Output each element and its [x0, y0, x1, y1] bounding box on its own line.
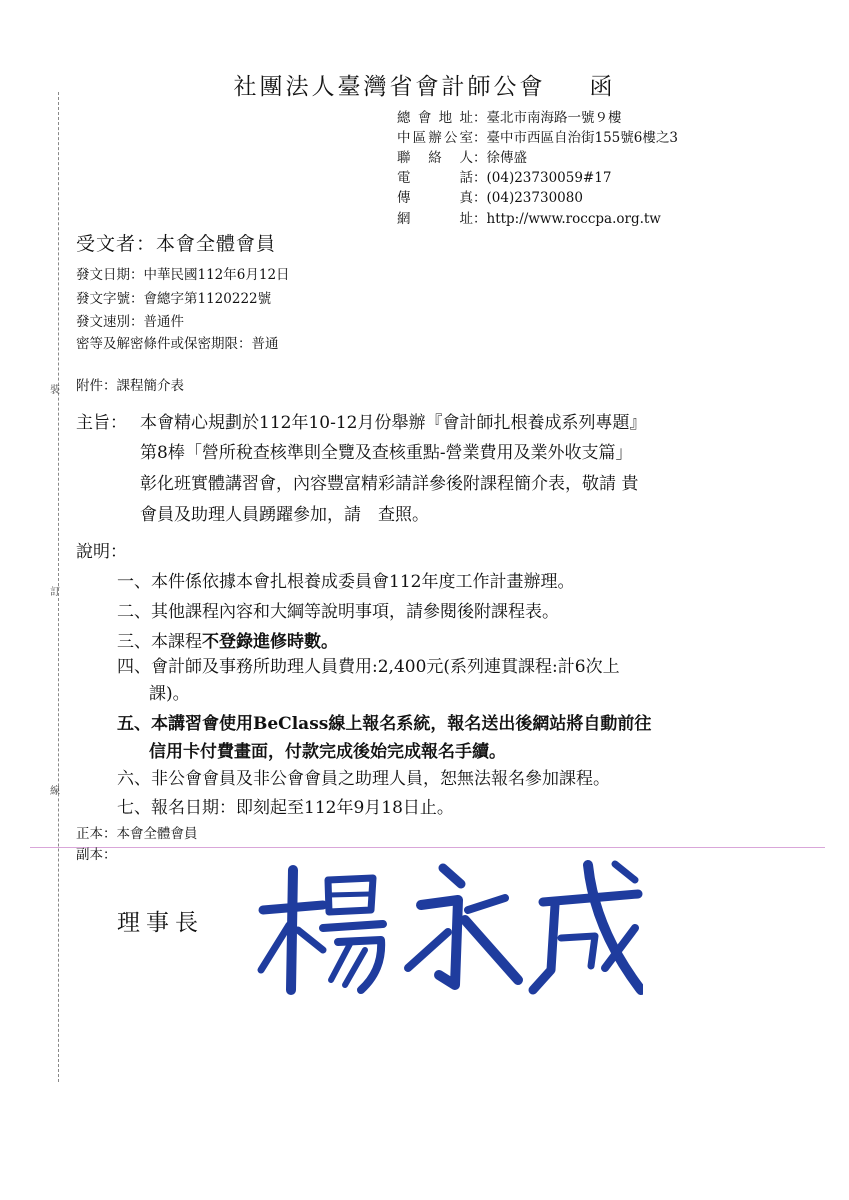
explanation-item-bold: 五、本講習會使用BeClass線上報名系統，報名送出後網站將自動前往 [117, 714, 652, 734]
divider-line [30, 847, 825, 848]
explanation-item: 二、其他課程內容和大綱等說明事項，請參閱後附課程表。 [117, 602, 559, 622]
subject-line: 會員及助理人員踴躍參加，請 查照。 [140, 505, 429, 525]
doc-type: 函 [589, 74, 616, 100]
explanation-item: 三、本課程不登錄進修時數。 [117, 632, 338, 652]
recipient: 受文者：本會全體會員 [76, 233, 277, 255]
explanation-item: 四、會計師及事務所助理人員費用:2,400元(系列連貫課程:計6次上 [117, 657, 620, 677]
subject-line: 第8棒「營所稅查核準則全覽及查核重點-營業費用及業外收支篇」 [140, 443, 633, 463]
copy-recipients: 副本： [76, 847, 117, 863]
subject-label: 主旨： [76, 413, 127, 433]
binding-mark-1: 裝 [50, 385, 60, 396]
delivery-speed: 發文速別：普通件 [76, 314, 184, 330]
explanation-item-continued: 課)。 [149, 684, 190, 704]
signature-seal [243, 850, 643, 1000]
binding-mark-2: 訂 [50, 587, 60, 598]
issue-date: 發文日期：中華民國112年6月12日 [76, 267, 290, 283]
original-recipients: 正本：本會全體會員 [76, 826, 198, 842]
explanation-item: 七、報名日期：即刻起至112年9月18日止。 [117, 798, 454, 818]
explanation-item: 一、本件係依據本會扎根養成委員會112年度工作計畫辦理。 [117, 572, 575, 592]
explanation-item: 六、非公會會員及非公會會員之助理人員，恕無法報名參加課程。 [117, 769, 610, 789]
subject-line: 本會精心規劃於112年10-12月份舉辦『會計師扎根養成系列專題』 [140, 413, 647, 433]
contact-office: 中區辦公室：臺中市西區自治街155號6樓之3 [397, 130, 678, 146]
org-name: 社團法人臺灣省會計師公會 [233, 74, 546, 100]
attachment: 附件：課程簡介表 [76, 378, 184, 394]
explanation-item-bold-continued: 信用卡付費畫面，付款完成後始完成報名手續。 [149, 742, 506, 762]
document-number: 發文字號：會總字第1120222號 [76, 291, 272, 307]
binding-mark-3: 線 [50, 786, 60, 797]
contact-phone: 電話：(04)23730059#17 [397, 170, 612, 186]
signer-title: 理事長 [117, 910, 204, 936]
contact-website: 網址：http://www.roccpa.org.tw [397, 211, 661, 227]
contact-address: 總會地址：臺北市南海路一號９樓 [397, 110, 622, 126]
contact-person: 聯絡人：徐傳盛 [397, 150, 527, 166]
security-level: 密等及解密條件或保密期限：普通 [76, 336, 279, 352]
letter-title [0, 68, 849, 101]
contact-fax: 傳真：(04)23730080 [397, 190, 583, 206]
explanation-label: 說明： [76, 542, 127, 562]
subject-line: 彰化班實體講習會，內容豐富精彩請詳參後附課程簡介表，敬請 貴 [140, 474, 639, 494]
